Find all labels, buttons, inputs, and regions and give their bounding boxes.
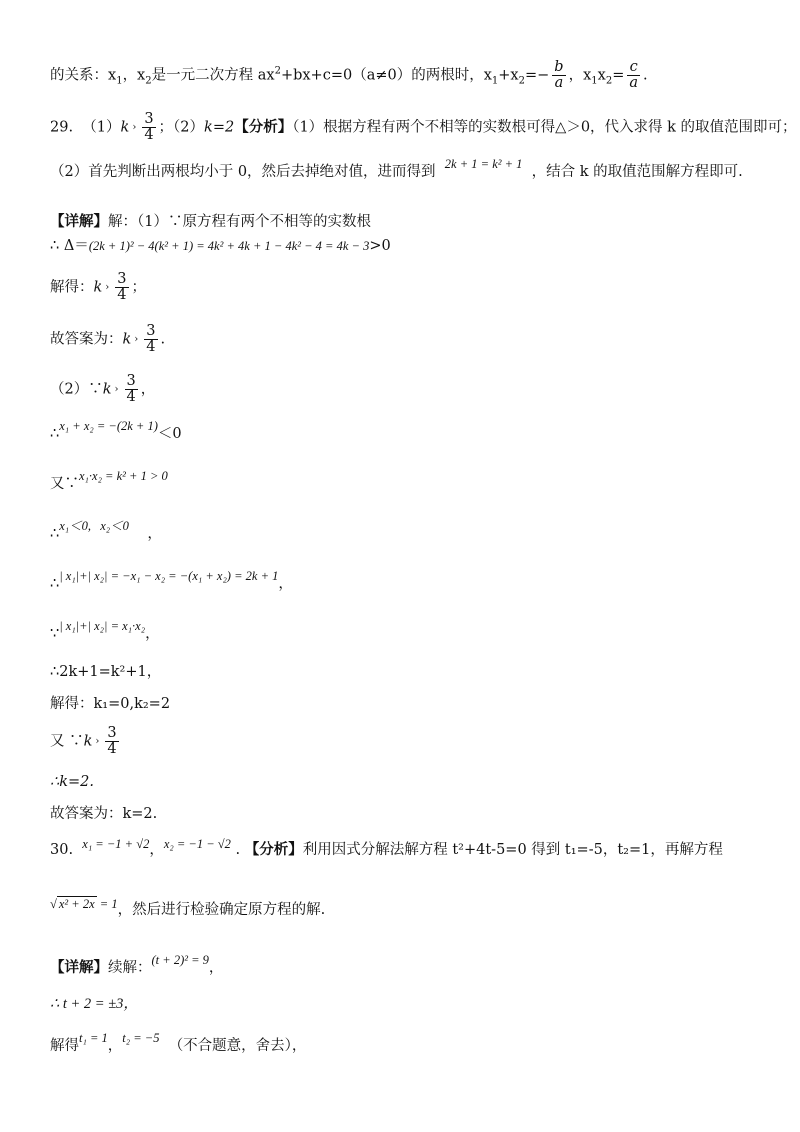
detail-abs-sum: ∴| x₁|+| x₂| = −x₁ − x₂ = −(x₁ + x₂) = 2k + 1， — [50, 569, 293, 592]
detail-k-equals-2: ∴k=2. — [50, 774, 94, 790]
fraction-b-over-a: $\frac{b}{a}$ — [554, 59, 564, 91]
line-relation: 的关系：$x_1$，$x_2$是一元二次方程 $ax^2+bx+c=0(a\ne 0)$的两根时，$x_1+x_2=-$ $\frac{b}{a}$ ，$x_1x_2=$ $\frac{c}{a}$ . — [50, 59, 648, 91]
detail-part2-start: （2）∵k › $\frac{3}{4}$ ， — [50, 373, 156, 405]
detail-sum-roots: ∴x₁ + x₂ = −(2k + 1)＜0 — [50, 419, 182, 442]
q30-detail-line2: ∴ t + 2 = ±3， — [50, 996, 138, 1012]
q30-answer-line: 30. x₁ = −1 + √2，x₂ = −1 − √2 . 【分析】利用因式分解法解方程 t²+4t-5=0 得到 t₁=-5，t₂=1，再解方程 — [50, 837, 723, 858]
detail-line1: 【详解】解：（1）∵原方程有两个不相等的实数根 — [50, 213, 371, 230]
detail-solve-k: 解得：k › $\frac{3}{4}$ ； — [50, 271, 147, 303]
detail-answer-k: 故答案为：k › $\frac{3}{4}$ . — [50, 323, 166, 355]
q29-analysis-line2: （2）首先判断出两根均小于 0，然后去掉绝对值，进而得到 2k + 1 = k² + 1 ，结合 k 的取值范围解方程即可. — [50, 157, 743, 180]
detail-abs-equal-product: ∵| x₁|+| x₂| = x₁·x₂， — [50, 619, 160, 642]
q30-detail-line1: 【详解】续解：(t + 2)² = 9， — [50, 953, 224, 976]
detail-final-answer: 故答案为：k=2. — [50, 806, 158, 822]
detail-solutions: 解得：k₁=0,k₂=2 — [50, 696, 171, 712]
detail-delta-line: ∴ Δ＝(2k + 1)² − 4(k² + 1) = 4k² + 4k + 1 − 4k² − 4 = 4k − 3>0 — [50, 238, 391, 254]
q30-analysis-line2: √ x² + 2x = 1，然后进行检验确定原方程的解. — [50, 897, 326, 918]
detail-equation: ∴2k+1=k²+1， — [50, 664, 162, 680]
detail-product-roots: 又∵x₁·x₂ = k² + 1 > 0 — [50, 469, 168, 492]
detail-roots-negative: ∴x₁＜0, x₂＜0 ， — [50, 519, 162, 542]
q29-answer-line: 29. （1）k › $\frac{3}{4}$ ；（2）k=2【分析】（1）根据方程有两个不相等的实数根可得△＞0，代入求得 k 的取值范围即可； — [50, 111, 797, 143]
fraction-3-4: $\frac{3}{4}$ — [144, 111, 154, 143]
q30-detail-line3: 解得t₁ = 1，t₂ = −5 （不合题意，舍去）， — [50, 1031, 307, 1054]
detail-again-k: 又 ∵k › $\frac{3}{4}$ — [50, 725, 117, 757]
fraction-c-over-a: $\frac{c}{a}$ — [629, 59, 639, 91]
